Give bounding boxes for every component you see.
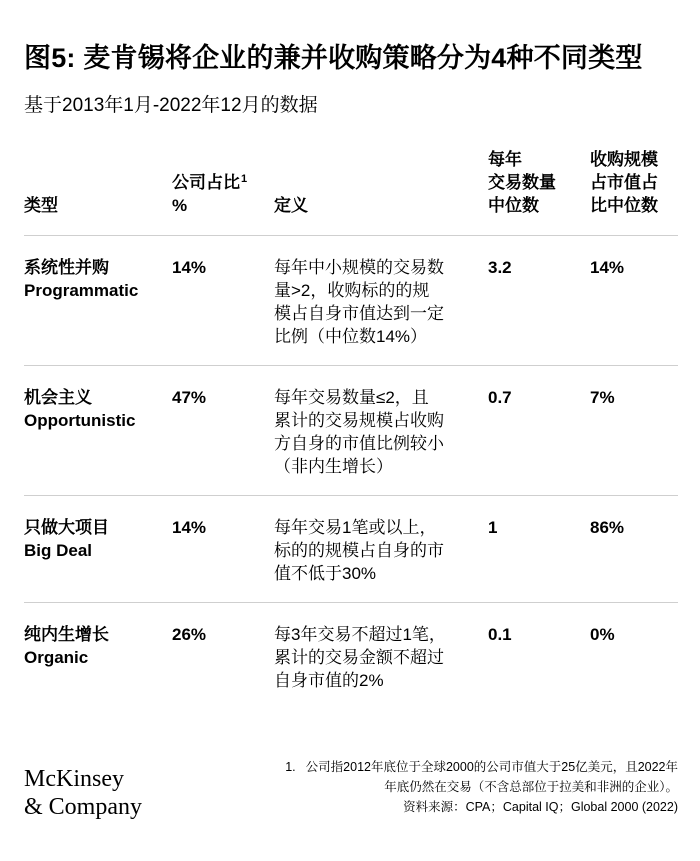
definition-line: （非内生增长） [274, 457, 393, 476]
definition-line: 量>2，收购标的的规 [274, 281, 430, 300]
strategy-name-en: Organic [24, 648, 89, 667]
size-value: 86% [590, 518, 625, 537]
header-type: 类型 [24, 196, 58, 215]
deals-value: 1 [488, 518, 498, 537]
definition-line: 模占自身市值达到一定 [274, 304, 444, 323]
share-value: 14% [172, 518, 207, 537]
strategy-name-cn: 系统性并购 [24, 258, 109, 277]
deals-value: 0.7 [488, 388, 512, 407]
table-header [24, 140, 678, 236]
size-value: 14% [590, 258, 625, 277]
header-size-line: 占市值占 [590, 173, 658, 192]
definition-line: 方自身的市值比例较小 [274, 434, 444, 453]
header-share-footnote-mark: 1 [241, 173, 248, 185]
table-row [24, 236, 678, 366]
deals-value: 0.1 [488, 625, 512, 644]
size-value: 0% [590, 625, 615, 644]
strategy-name [24, 623, 164, 669]
strategy-name [24, 386, 164, 432]
strategy-name-en: Big Deal [24, 541, 93, 560]
header-deals-line: 中位数 [488, 196, 539, 215]
definition-line: 自身市值的2% [274, 671, 384, 690]
definition-text [274, 386, 480, 478]
header-share [172, 168, 268, 217]
header-deals-line: 每年 [488, 150, 522, 169]
table-row [24, 366, 678, 496]
strategy-name-en: Opportunistic [24, 411, 136, 430]
definition-text [274, 516, 480, 585]
header-definition: 定义 [274, 196, 308, 215]
definition-text [274, 256, 480, 348]
share-value: 47% [172, 388, 207, 407]
definition-line: 每年交易1笔或以上， [274, 518, 437, 537]
footnote [208, 757, 678, 817]
strategy-name [24, 516, 164, 562]
strategy-name-en: Programmatic [24, 281, 139, 300]
strategy-table [24, 140, 678, 709]
page-title: 图5: 麦肯锡将企业的兼并收购策略分为4种不同类型 [24, 43, 643, 73]
definition-text [274, 623, 480, 692]
footnote-line: 公司指2012年底位于全球2000的公司市值大于25亿美元，且2022年 [305, 760, 678, 774]
definition-line: 每3年交易不超过1笔， [274, 625, 446, 644]
table-row [24, 603, 678, 709]
definition-line: 值不低于30% [274, 564, 377, 583]
logo-line: McKinsey [24, 766, 124, 792]
deals-value: 3.2 [488, 258, 512, 277]
header-deals [488, 148, 580, 217]
header-share-label: 公司占比 [172, 173, 240, 192]
strategy-name-cn: 机会主义 [24, 388, 92, 407]
share-value: 14% [172, 258, 207, 277]
header-share-unit: % [172, 196, 188, 215]
source-line: 资料来源：CPA；Capital IQ；Global 2000 (2022) [403, 800, 678, 814]
header-deals-line: 交易数量 [488, 173, 556, 192]
definition-line: 累计的交易规模占收购 [274, 411, 444, 430]
strategy-name-cn: 纯内生增长 [24, 625, 109, 644]
strategy-name [24, 256, 164, 302]
definition-line: 每年中小规模的交易数 [274, 258, 444, 277]
table-row [24, 496, 678, 603]
definition-line: 标的的规模占自身的市 [274, 541, 444, 560]
definition-line: 每年交易数量≤2，且 [274, 388, 429, 407]
header-size-line: 收购规模 [590, 150, 658, 169]
definition-line: 累计的交易金额不超过 [274, 648, 444, 667]
strategy-name-cn: 只做大项目 [24, 518, 109, 537]
logo-line: & Company [24, 794, 142, 820]
size-value: 7% [590, 388, 615, 407]
footnote-line: 年底仍然在交易（不含总部位于拉美和非洲的企业）。 [384, 780, 678, 794]
header-size-line: 比中位数 [590, 196, 658, 215]
footnote-number: 1. [285, 760, 296, 774]
header-size [590, 148, 680, 217]
mckinsey-logo [24, 765, 142, 821]
definition-line: 比例（中位数14%） [274, 327, 428, 346]
share-value: 26% [172, 625, 207, 644]
page-subtitle: 基于2013年1月-2022年12月的数据 [24, 95, 318, 116]
